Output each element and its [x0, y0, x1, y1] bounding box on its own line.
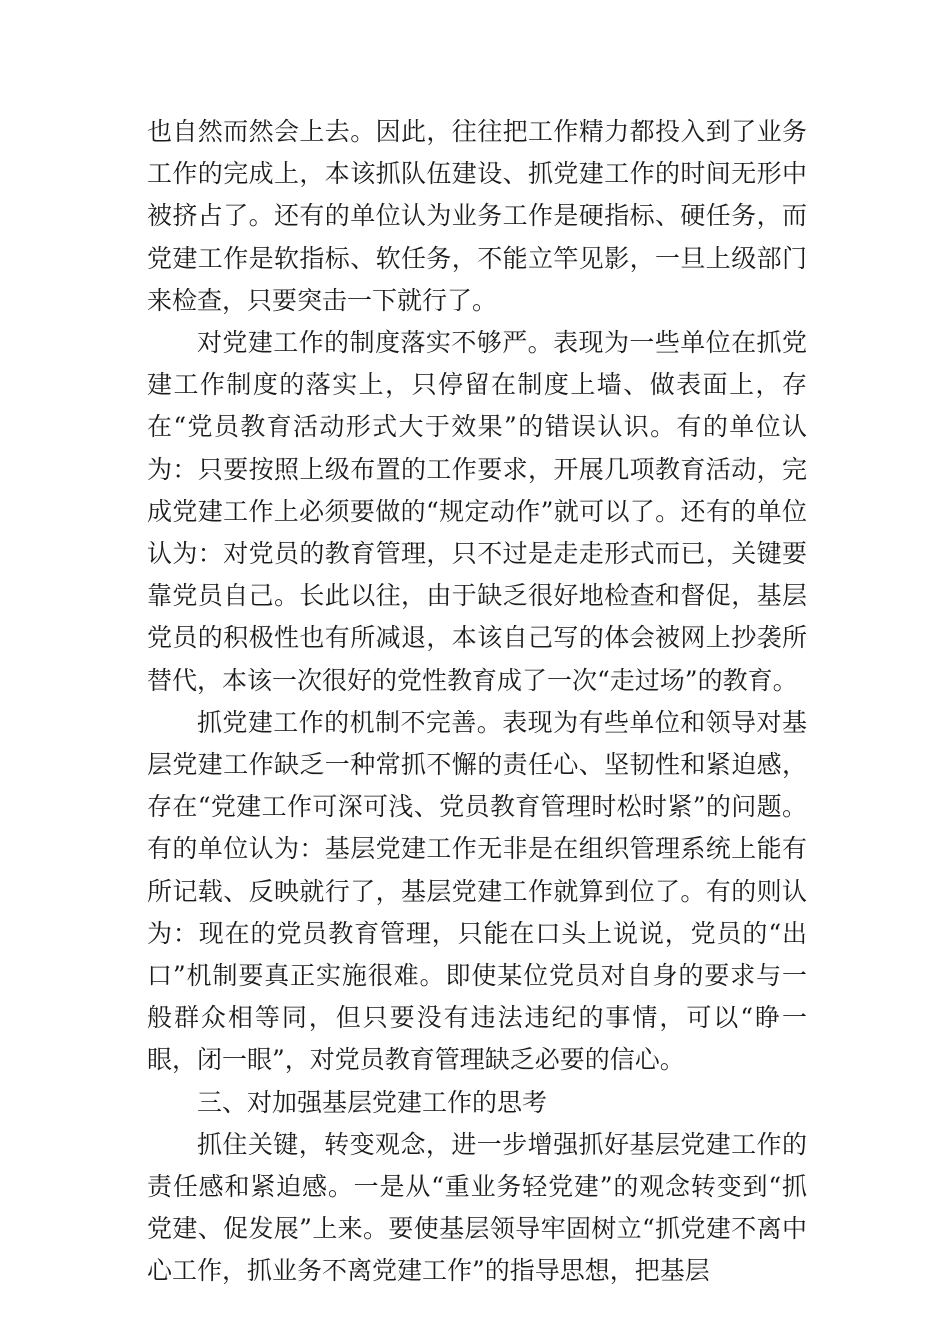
paragraph-system-implementation: 对党建工作的制度落实不够严。表现为一些单位在抓党建工作制度的落实上，只停留在制度上墙、做表面上，存在“党员教育活动形式大于效果”的错误认识。有的单位认为：只要按照上级布置的工作要求，开展几项教育活动，完成党建工作上必须要做的“规定动作”就可以了。还有的单位认为：对党员的教育管理，只不过是走走形式而已，关键要靠党员自己。长此以往，由于缺乏很好地检查和督促，基层党员的积极性也有所减退，本该自己写的体会被网上抄袭所替代，本该一次很好的党性教育成了一次“走过场”的教育。 [147, 328, 807, 695]
section-heading: 三、对加强基层党建工作的思考 [197, 1087, 548, 1117]
document-body [147, 111, 807, 1293]
paragraph-continuation: 也自然而然会上去。因此，往往把工作精力都投入到了业务工作的完成上，本该抓队伍建设、抓党建工作的时间无形中被挤占了。还有的单位认为业务工作是硬指标、硬任务，而党建工作是软指标、软任务，不能立竿见影，一旦上级部门来检查，只要突击一下就行了。 [147, 117, 807, 315]
paragraph-mechanism: 抓党建工作的机制不完善。表现为有些单位和领导对基层党建工作缺乏一种常抓不懈的责任心、坚韧性和紧迫感，存在“党建工作可深可浅、党员教育管理时松时紧”的问题。有的单位认为：基层党建工作无非是在组织管理系统上能有所记载、反映就行了，基层党建工作就算到位了。有的则认为：现在的党员教育管理，只能在口头上说说，党员的“出口”机制要真正实施很难。即使某位党员对自身的要求与一般群众相等同，但只要没有违法违纪的事情，可以“睁一眼，闭一眼”，对党员教育管理缺乏必要的信心。 [147, 707, 807, 1075]
paragraph-key-points: 抓住关键，转变观念，进一步增强抓好基层党建工作的责任感和紧迫感。一是从“重业务轻党建”的观念转变到“抓党建、促发展”上来。要使基层领导牢固树立“抓党建不离中心工作，抓业务不离党建工作”的指导思想，把基层 [147, 1129, 807, 1286]
